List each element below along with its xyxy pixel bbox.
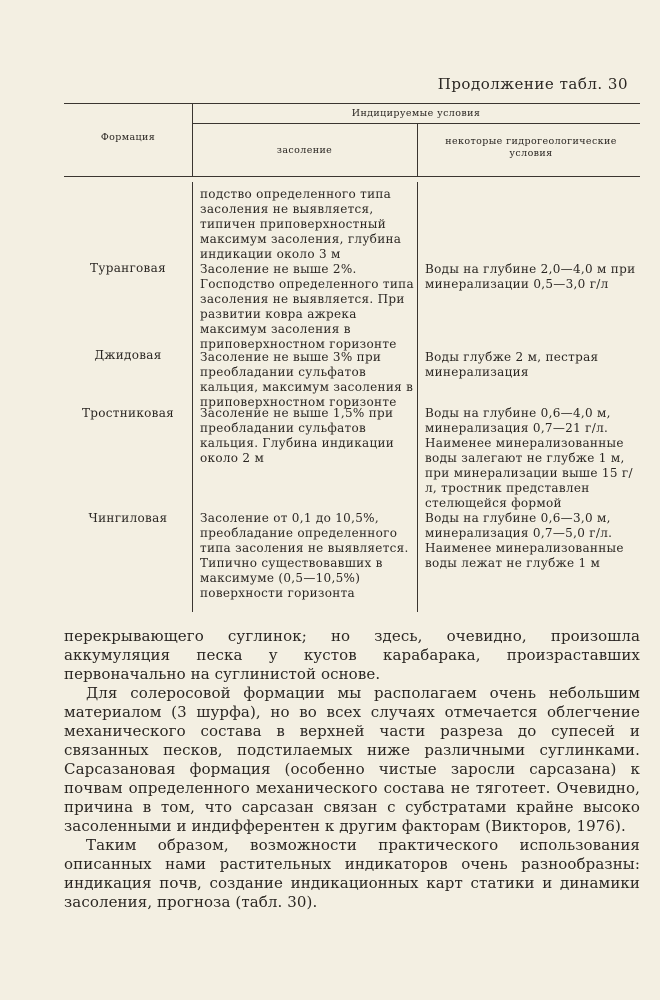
table-cell-hydro: Воды на глубине 0,6—3,0 м, минерализация 0,7—5,0 г/л. Наименее минерализованные воды лежат не глубже 1 м [425,511,624,570]
paragraph-3: Таким образом, возможности практического использования описанных нами растительных индикаторов очень разнообразны: индикация почв, создание индикационных карт статики и динамики засоления, прогноза (табл. 30). [64,836,640,911]
table-cell-salinity: Засоление не выше 3% при преобладании сульфатов кальция, максимум засоления в приповерхностном горизонте [200,350,414,409]
table-cell-salinity: Засоление от 0,1 до 10,5%, преобладание определенного типа засоления не выявляется. Типично существовавших в максимуме (0,5—10,5%) поверхности горизонта [200,511,409,600]
col-divider-2-body [417,182,418,612]
header-formation: Формация [100,132,156,143]
table-cell-hydro: Воды на глубине 2,0—4,0 м при минерализации 0,5—3,0 г/л [425,262,636,291]
paragraph-1: перекрывающего суглинок; но здесь, очевидно, произошла аккумуляция песка у кустов карабарака, произраставших первоначально на суглинистой основе. [64,627,640,683]
col-divider-1-body [192,182,193,612]
table-cell-hydro: Воды на глубине 0,6—4,0 м, минерализация 0,7—21 г/л. Наименее минерализованные воды залегают не глубже 1 м, при минерализации выше 15 г/л, тростник представлен стелющейся формой [425,406,633,510]
table-row-formation: Джидовая [94,348,162,362]
table-row-formation: Туранговая [90,261,166,275]
col-divider-2 [417,123,418,176]
header-indicated: Индицируемые условия [351,108,481,119]
table-row-formation: Чингиловая [88,511,168,525]
table-top-rule [64,103,640,104]
header-bottom-rule [64,176,640,177]
table-cell-salinity: Засоление не выше 2%. Господство определенного типа засоления не выявляется. При развитии ковра ажрека максимум засоления в приповерхностном горизонте [200,262,414,351]
body-text [64,627,640,912]
continuation-label: Продолжение табл. 30 [437,75,628,93]
table-row-formation: Тростниковая [81,406,175,420]
header-salinity: засоление [276,145,333,156]
header-hydro: некоторые гидрогеологические условия [445,136,617,159]
paragraph-2: Для солеросовой формации мы располагаем очень небольшим материалом (3 шурфа), но во всех случаях отмечается облегчение механического состава в верхней части разреза до супесей и связанных песков, подстилаемых ниже различными суглинками. Сарсазановая формация (особенно чистые заросли сарсазана) к почвам определенного механического состава не тяготеет. Очевидно, причина в том, что сарсазан связан с субстратами крайне высоко засоленными и индифферентен к другим факторам (Викторов, 1976). [64,684,640,835]
table-cell-salinity-continued: подство определенного типа засоления не выявляется, типичен приповерхностный максимум засоления, глубина индикации около 3 м [200,187,402,261]
table-cell-hydro: Воды глубже 2 м, пестрая минерализация [425,350,599,379]
table-cell-salinity: Засоление не выше 1,5% при преобладании сульфатов кальция. Глубина индикации около 2 м [200,406,395,465]
subheader-rule [192,123,640,124]
